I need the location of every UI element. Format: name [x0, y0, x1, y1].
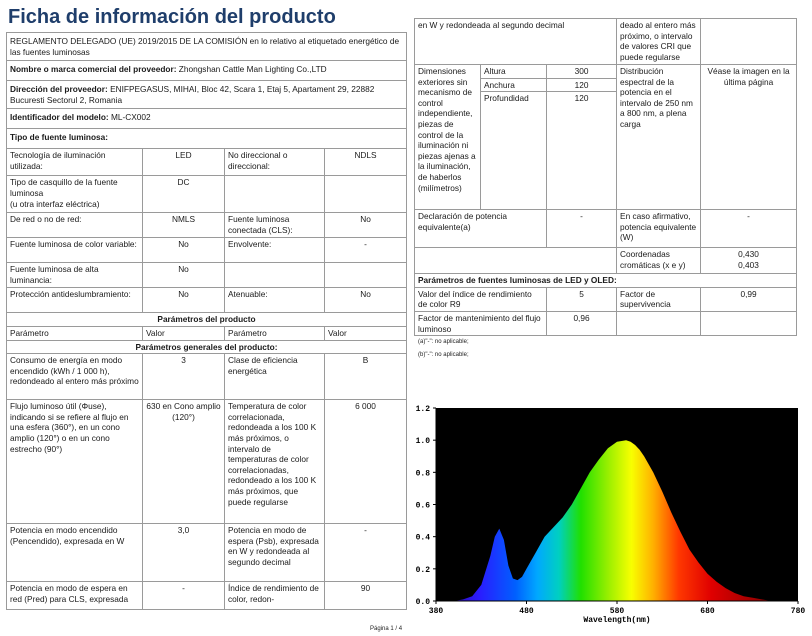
type-label: Fuente luminosa de color variable:	[7, 238, 143, 263]
x-axis-title: Wavelength(nm)	[583, 616, 651, 625]
type-label: Tipo de casquillo de la fuente luminosa (u otra interfaz eléctrica)	[7, 176, 143, 213]
param-value: 6 000	[325, 400, 407, 524]
led-value	[701, 311, 797, 335]
type-label: Atenuable:	[225, 288, 325, 313]
y-tick-label: 0.6	[415, 501, 430, 511]
equivalent-row	[415, 210, 797, 248]
y-tick-label: 0.4	[415, 533, 430, 543]
dimensions-label: Dimensiones exteriores sin mecanismo de control independiente, piezas de control de la iluminación ni piezas ajenas a la iluminación, de haberlos (milímetros)	[415, 65, 481, 210]
column-header: Valor	[143, 326, 225, 340]
dimension-value: 120	[547, 92, 617, 210]
x-tick-label: 580	[609, 607, 625, 616]
dimension-value: 120	[547, 78, 617, 92]
model-value: ML-CX002	[110, 112, 151, 123]
param-row	[7, 524, 407, 582]
column-header: Parámetro	[7, 326, 143, 340]
y-tick-label: 0.2	[415, 565, 430, 575]
type-label: De red o no de red:	[7, 213, 143, 238]
page-title: Ficha de información del producto	[8, 6, 336, 28]
equivalent-value-2: -	[701, 210, 797, 248]
type-value: No	[325, 213, 407, 238]
column-header: Valor	[325, 326, 407, 340]
supplier-address-label: Dirección del proveedor:	[10, 84, 108, 95]
led-header: Parámetros de fuentes luminosas de LED y OLED:	[415, 274, 797, 288]
column-header: Parámetro	[225, 326, 325, 340]
type-row	[7, 149, 407, 176]
model-label: Identificador del modelo:	[10, 112, 109, 123]
y-tick-label: 0.0	[415, 598, 430, 607]
type-value: LED	[143, 149, 225, 176]
supplier-name-label: Nombre o marca comercial del proveedor:	[10, 64, 177, 75]
param-row	[7, 354, 407, 400]
led-value: 5	[547, 287, 617, 311]
chromaticity-row	[415, 248, 797, 274]
param-value: 3,0	[143, 524, 225, 582]
param-row	[7, 400, 407, 524]
dimension-name: Anchura	[481, 78, 547, 92]
spectrum-chart	[407, 402, 812, 634]
type-value: No	[325, 288, 407, 313]
type-value	[325, 176, 407, 213]
type-value: No	[143, 263, 225, 288]
chromaticity-x: 0,430	[738, 249, 759, 260]
param-label: Temperatura de color correlacionada, redondeada a los 100 K más próximos, o intervalo de temperaturas de color correlacionadas, redondeado a los 100 K más próximos, que puede regularse	[225, 400, 325, 524]
led-label: Factor de supervivencia	[617, 287, 701, 311]
regulation-text: REGLAMENTO DELEGADO (UE) 2019/2015 DE LA COMISIÓN en lo relativo al etiquetado energético de las fuentes luminosas	[7, 33, 407, 61]
type-row	[7, 213, 407, 238]
param-value: -	[143, 582, 225, 610]
type-value: No	[143, 238, 225, 263]
model-row	[7, 109, 407, 129]
page-number: Página 1 / 4	[370, 626, 403, 632]
type-value	[325, 263, 407, 288]
column-header-row	[7, 326, 407, 340]
dimension-name: Profundidad	[481, 92, 547, 210]
x-tick-label: 780	[790, 607, 806, 616]
led-row	[415, 311, 797, 335]
led-label	[617, 311, 701, 335]
spd-label: Distribución espectral de la potencia en el intervalo de 250 nm a 800 nm, a plena carga	[617, 65, 701, 210]
type-value: NDLS	[325, 149, 407, 176]
led-label: Valor del índice de rendimiento de color R9	[415, 287, 547, 311]
param-label: Clase de eficiencia energética	[225, 354, 325, 400]
continuation-text: en W y redondeada al segundo decimal	[415, 19, 617, 65]
source-type-header-row	[7, 129, 407, 149]
supplier-address-value: ENIFPEGASUS, MIHAI, Bloc 42, Scara 1, Etaj 5, Apartament 29, 22882 Bucuresti Sectorul 2, Romania	[10, 84, 375, 105]
type-label: No direccional o direccional:	[225, 149, 325, 176]
x-tick-label: 480	[519, 607, 534, 616]
x-tick-label: 680	[700, 607, 715, 616]
type-value: No	[143, 288, 225, 313]
param-label: Potencia en modo de espera en red (Pred) para CLS, expresada	[7, 582, 143, 610]
general-params-header: Parámetros generales del producto:	[7, 340, 407, 354]
led-row	[415, 287, 797, 311]
type-row	[7, 288, 407, 313]
chromaticity-y: 0,403	[738, 259, 759, 270]
equivalent-label-2: En caso afirmativo, potencia equivalente (W)	[617, 210, 701, 248]
supplier-name-row	[7, 61, 407, 81]
type-label: Tecnología de iluminación utilizada:	[7, 149, 143, 176]
led-label: Factor de mantenimiento del flujo luminoso	[415, 311, 547, 335]
dimension-value: 300	[547, 65, 617, 79]
param-value: 3	[143, 354, 225, 400]
footnote-b: (b)"-": no aplicable;	[418, 352, 469, 358]
type-label: Fuente luminosa conectada (CLS):	[225, 213, 325, 238]
type-value: NMLS	[143, 213, 225, 238]
chromaticity-label: Coordenadas cromáticas (x e y)	[617, 248, 701, 274]
param-label: Potencia en modo de espera (Psb), expresada en W y redondeada al segundo decimal	[225, 524, 325, 582]
type-row	[7, 176, 407, 213]
product-info-table	[6, 32, 407, 610]
y-tick-label: 1.0	[415, 437, 430, 447]
param-label: Índice de rendimiento de color, redon-	[225, 582, 325, 610]
led-header-row	[415, 274, 797, 288]
type-row	[7, 238, 407, 263]
type-label: Fuente luminosa de alta luminancia:	[7, 263, 143, 288]
param-value: B	[325, 354, 407, 400]
dimension-row	[415, 65, 797, 79]
general-params-header-row	[7, 340, 407, 354]
param-row	[7, 582, 407, 610]
led-value: 0,99	[701, 287, 797, 311]
param-value: 90	[325, 582, 407, 610]
type-label: Protección antideslumbramiento:	[7, 288, 143, 313]
param-value: 630 en Cono amplio (120°)	[143, 400, 225, 524]
equivalent-label: Declaración de potencia equivalente(a)	[415, 210, 547, 248]
continuation-text: deado al entero más próximo, o intervalo de valores CRI que puede regularse	[617, 19, 701, 65]
x-ticks	[429, 601, 806, 616]
type-label	[225, 263, 325, 288]
product-params-header: Parámetros del producto	[7, 313, 407, 327]
type-label: Envolvente:	[225, 238, 325, 263]
product-info-table-continued	[414, 18, 797, 336]
y-tick-label: 0.8	[415, 469, 430, 479]
type-value: DC	[143, 176, 225, 213]
type-row	[7, 263, 407, 288]
dimension-name: Altura	[481, 65, 547, 79]
type-value: -	[325, 238, 407, 263]
y-ticks	[416, 405, 436, 607]
param-label: Consumo de energía en modo encendido (kWh / 1 000 h), redondeado al entero más próximo	[7, 354, 143, 400]
regulation-row	[7, 33, 407, 61]
led-value: 0,96	[547, 311, 617, 335]
param-label: Flujo luminoso útil (Φuse), indicando si se refiere al flujo en una esfera (360°), en un cono amplio (120°) o en un cono estrecho (90°)	[7, 400, 143, 524]
type-label	[225, 176, 325, 213]
source-type-header: Tipo de fuente luminosa:	[7, 129, 407, 149]
param-label: Potencia en modo encendido (Pencendido), expresada en W	[7, 524, 143, 582]
equivalent-value: -	[547, 210, 617, 248]
spd-value: Véase la imagen en la última página	[701, 65, 797, 210]
product-params-header-row	[7, 313, 407, 327]
param-value: -	[325, 524, 407, 582]
supplier-name-value: Zhongshan Cattle Man Lighting Co.,LTD	[178, 64, 327, 75]
y-tick-label: 1.2	[415, 405, 430, 414]
supplier-address-row	[7, 81, 407, 109]
x-tick-label: 380	[428, 607, 444, 616]
footnote-a: (a)"-": no aplicable;	[418, 339, 469, 345]
continuation-row	[415, 19, 797, 65]
